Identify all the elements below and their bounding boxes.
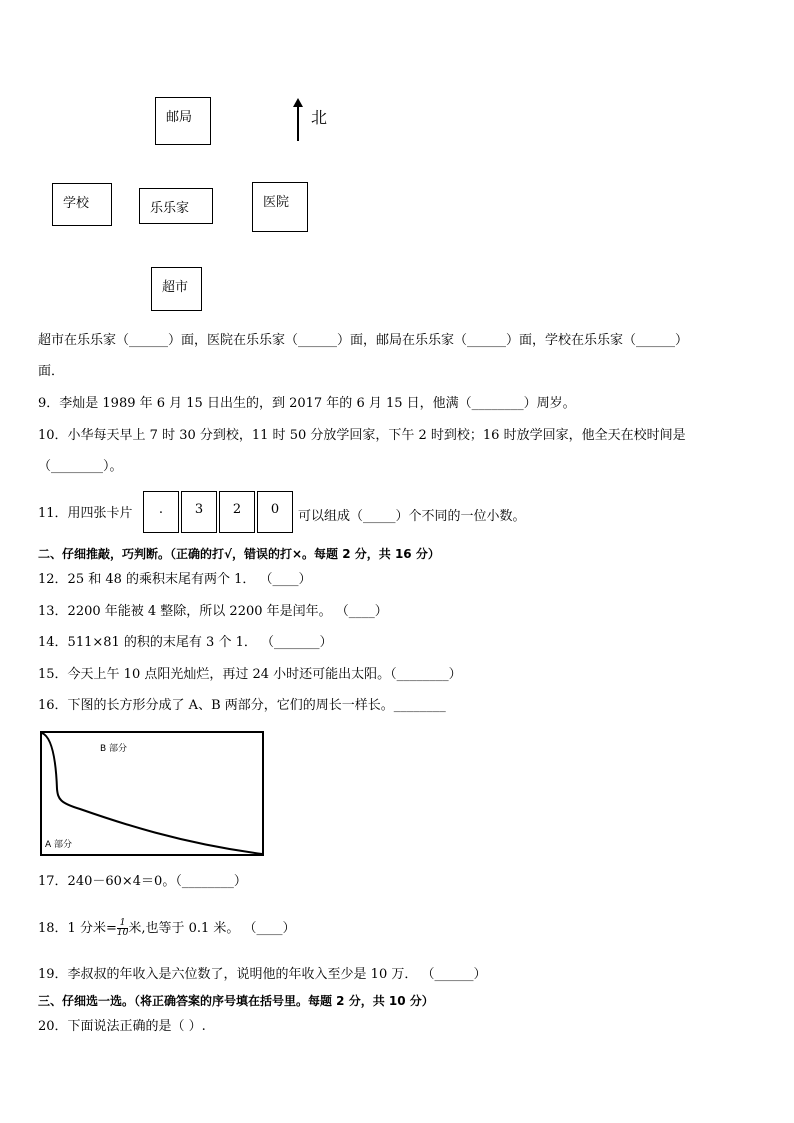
north-arrow-icon — [290, 97, 306, 143]
question-16: 16．下图的长方形分成了 A、B 两部分，它们的周长一样长。________ — [38, 698, 446, 713]
hospital-box — [252, 182, 308, 232]
school-label: 学校 — [63, 196, 90, 211]
question-18 — [38, 919, 296, 938]
question-18-equals: = — [105, 921, 117, 936]
card-digit-2: 2 — [219, 491, 255, 533]
home-label: 乐乐家 — [150, 201, 190, 216]
question-10-line-1: 10．小华每天早上 7 时 30 分到校，11 时 50 分放学回家，下午 2 时到校；16 时放学回家，他全天在校时间是 — [38, 428, 686, 443]
card-decimal-point: . — [143, 491, 179, 533]
north-label: 北 — [311, 108, 328, 127]
part-a-label: A 部分 — [45, 840, 73, 850]
question-15: 15．今天上午 10 点阳光灿烂，再过 24 小时还可能出太阳。（________） — [38, 667, 462, 682]
fraction-numerator: 1 — [117, 919, 128, 929]
question-9: 9．李灿是 1989 年 6 月 15 日出生的，到 2017 年的 6 月 15 日，他满（________）周岁。 — [38, 396, 576, 411]
post-office-label: 邮局 — [166, 110, 193, 125]
rectangle-diagram — [40, 731, 265, 857]
rectangle-figure — [40, 731, 265, 857]
question-10-line-2: （________）。 — [38, 459, 123, 474]
question-18-prefix: 18．1 分米 — [38, 921, 106, 936]
question-8-line-2: 面． — [38, 364, 65, 379]
question-12: 12．25 和 48 的乘积末尾有两个 1． （____） — [38, 572, 312, 587]
question-19: 19．李叔叔的年收入是六位数了，说明他的年收入至少是 10 万． （______） — [38, 967, 487, 982]
school-box — [52, 183, 112, 226]
digit-cards — [143, 491, 295, 533]
supermarket-label: 超市 — [162, 280, 189, 295]
question-14: 14．511×81 的积的末尾有 3 个 1． （_______） — [38, 635, 333, 650]
section-2-heading: 二、仔细推敲，巧判断。（正确的打√，错误的打×。每题 2 分，共 16 分） — [38, 547, 440, 561]
home-box — [139, 188, 213, 224]
hospital-label: 医院 — [263, 195, 290, 210]
question-13: 13．2200 年能被 4 整除，所以 2200 年是闰年。 （____） — [38, 604, 388, 619]
part-b-label: B 部分 — [100, 744, 128, 754]
post-office-box — [155, 97, 211, 145]
supermarket-box — [151, 267, 202, 311]
card-digit-3: 3 — [181, 491, 217, 533]
question-17: 17．240－60×4＝0。（________） — [38, 874, 247, 889]
question-20: 20．下面说法正确的是（ ）. — [38, 1019, 206, 1034]
question-11-prefix: 11．用四张卡片 — [38, 506, 133, 521]
fraction-one-tenth — [117, 919, 128, 938]
section-3-heading: 三、仔细选一选。（将正确答案的序号填在括号里。每题 2 分，共 10 分） — [38, 994, 434, 1008]
card-digit-0: 0 — [257, 491, 293, 533]
question-18-suffix: 米,也等于 0.1 米。 （____） — [128, 921, 296, 936]
fraction-denominator: 10 — [116, 928, 129, 938]
question-11-suffix: 可以组成（_____）个不同的一位小数。 — [298, 509, 526, 524]
question-8-line-1: 超市在乐乐家（______）面，医院在乐乐家（______）面，邮局在乐乐家（______）面，学校在乐乐家（______） — [38, 333, 689, 348]
